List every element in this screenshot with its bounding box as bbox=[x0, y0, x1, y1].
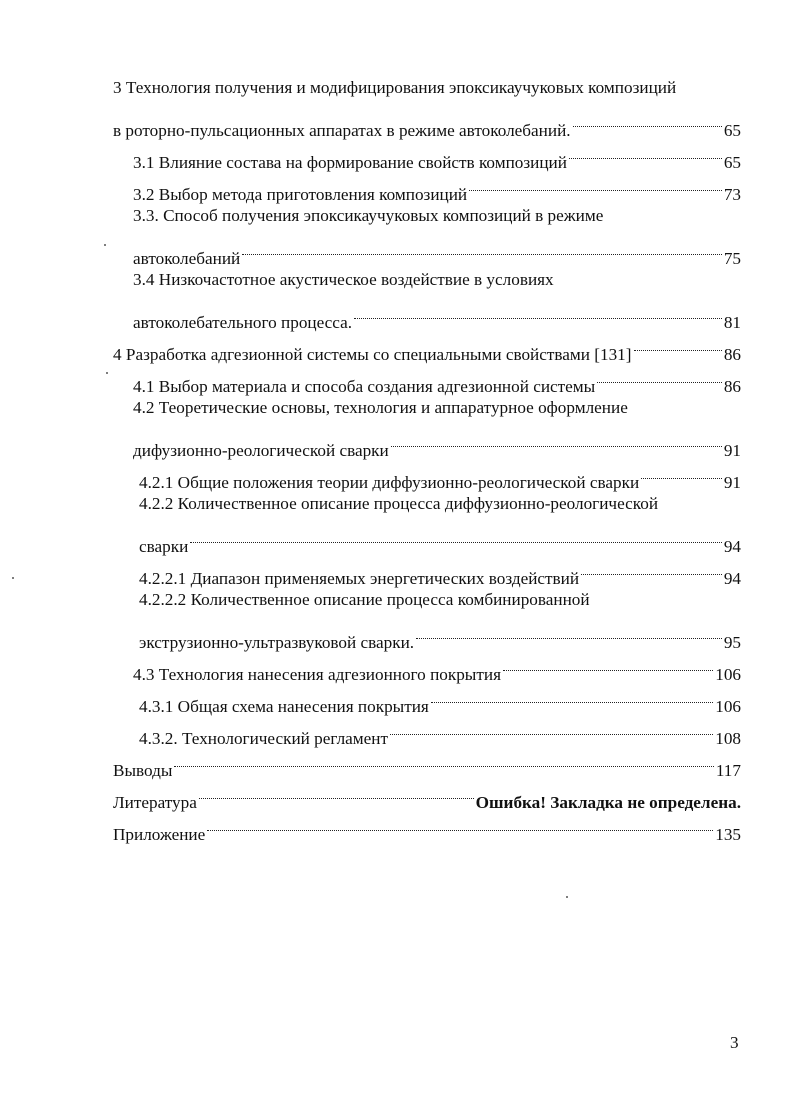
toc-page-number: 95 bbox=[723, 633, 741, 652]
toc-entry-text: 4.3 Технология нанесения адгезионного покрытия bbox=[133, 665, 501, 684]
toc-entry-text: Литература bbox=[113, 793, 197, 812]
toc-page-number: 94 bbox=[723, 537, 741, 556]
toc-entry-text: Приложение bbox=[113, 825, 206, 844]
dot-leader bbox=[503, 648, 713, 680]
toc-page-number: 117 bbox=[715, 761, 741, 780]
dot-leader bbox=[242, 232, 722, 264]
dot-leader bbox=[199, 776, 474, 808]
toc-page-number: 106 bbox=[715, 665, 741, 684]
toc-entry-text: 4.2.2 Количественное описание процесса диффузионно-реологической bbox=[139, 494, 659, 513]
toc-entry-text: 4 Разработка адгезионной системы со специальными свойствами [131] bbox=[113, 345, 632, 364]
dot-leader bbox=[416, 616, 722, 648]
toc-entry-literature[interactable] bbox=[113, 776, 741, 812]
toc-entry-3-3-line1[interactable] bbox=[133, 200, 603, 232]
bookmark-error-text: Ошибка! Закладка не определена. bbox=[475, 793, 741, 812]
toc-page-number: 73 bbox=[723, 185, 741, 204]
toc-entry-text: дифузионно-реологической сварки bbox=[133, 441, 389, 460]
toc-entry-text: 4.2.2.2 Количественное описание процесса комбинированной bbox=[139, 590, 590, 609]
toc-entry-4-3-1[interactable] bbox=[139, 680, 741, 716]
toc-entry-4-2-2-line1[interactable] bbox=[139, 488, 658, 520]
toc-entry-text: 3 Технология получения и модифицирования эпоксикаучуковых композиций bbox=[113, 78, 677, 97]
toc-page-number: 65 bbox=[723, 153, 741, 172]
toc-page-number: 94 bbox=[723, 569, 741, 588]
toc-page-number: 86 bbox=[723, 377, 741, 396]
scan-speck bbox=[104, 244, 106, 246]
dot-leader bbox=[581, 552, 722, 584]
scan-speck bbox=[12, 577, 14, 579]
toc-entry-text: 4.1 Выбор материала и способа создания адгезионной системы bbox=[133, 377, 596, 396]
toc-entry-4-2-line1[interactable] bbox=[133, 392, 628, 424]
toc-entry-text: сварки bbox=[139, 537, 189, 556]
dot-leader bbox=[641, 456, 722, 488]
scan-speck bbox=[566, 896, 568, 898]
toc-page-number: 86 bbox=[723, 345, 741, 364]
toc-entry-text: 4.2.1 Общие положения теории диффузионно-реологической сварки bbox=[139, 473, 640, 492]
toc-entry-4-3[interactable] bbox=[133, 648, 741, 684]
dot-leader bbox=[190, 520, 722, 552]
toc-entry-appendix[interactable] bbox=[113, 808, 741, 844]
toc-entry-3-4[interactable] bbox=[133, 296, 741, 332]
toc-entry-3-4-line1[interactable] bbox=[133, 264, 554, 296]
toc-entry-text: автоколебательного процесса. bbox=[133, 313, 353, 332]
toc-entry-conclusions[interactable] bbox=[113, 744, 741, 780]
dot-leader bbox=[207, 808, 713, 840]
toc-entry-4-2-2[interactable] bbox=[139, 520, 741, 556]
toc-entry-ch3[interactable] bbox=[113, 104, 741, 140]
toc-entry-text: в роторно-пульсационных аппаратах в режиме автоколебаний. bbox=[113, 121, 571, 140]
toc-entry-3-3[interactable] bbox=[133, 232, 741, 268]
toc-entry-text: 4.3.1 Общая схема нанесения покрытия bbox=[139, 697, 429, 716]
dot-leader bbox=[391, 424, 722, 456]
toc-page-number: 108 bbox=[715, 729, 741, 748]
toc-page-number: 91 bbox=[723, 441, 741, 460]
toc-entry-3-2[interactable] bbox=[133, 168, 741, 204]
toc-entry-4-1[interactable] bbox=[133, 360, 741, 396]
toc-page-number: 106 bbox=[715, 697, 741, 716]
toc-entry-text: автоколебаний bbox=[133, 249, 241, 268]
dot-leader bbox=[597, 360, 722, 392]
toc-page-number: 65 bbox=[723, 121, 741, 140]
toc-entry-text: 3.3. Способ получения эпоксикаучуковых композиций в режиме bbox=[133, 206, 604, 225]
toc-entry-4-2-1[interactable] bbox=[139, 456, 741, 492]
toc-entry-4-2[interactable] bbox=[133, 424, 741, 460]
dot-leader bbox=[634, 328, 722, 360]
scan-speck bbox=[106, 372, 108, 374]
toc-entry-4-2-2-2-line1[interactable] bbox=[139, 584, 590, 616]
page-number: 3 bbox=[730, 1033, 739, 1052]
dot-leader bbox=[569, 136, 722, 168]
dot-leader bbox=[431, 680, 713, 712]
dot-leader bbox=[469, 168, 722, 200]
dot-leader bbox=[354, 296, 722, 328]
toc-entry-text: 3.4 Низкочастотное акустическое воздействие в условиях bbox=[133, 270, 554, 289]
toc-entry-4-2-2-1[interactable] bbox=[139, 552, 741, 588]
toc-entry-text: 4.3.2. Технологический регламент bbox=[139, 729, 388, 748]
dot-leader bbox=[573, 104, 722, 136]
toc-entry-ch4[interactable] bbox=[113, 328, 741, 364]
toc-entry-text: 3.1 Влияние состава на формирование свойств композиций bbox=[133, 153, 567, 172]
toc-entry-3-1[interactable] bbox=[133, 136, 741, 172]
toc-entry-text: 4.2.2.1 Диапазон применяемых энергетических воздействий bbox=[139, 569, 580, 588]
toc-entry-text: 3.2 Выбор метода приготовления композиций bbox=[133, 185, 468, 204]
dot-leader bbox=[390, 712, 713, 744]
toc-page-number: 135 bbox=[715, 825, 741, 844]
toc-page-number: 81 bbox=[723, 313, 741, 332]
toc-entry-text: 4.2 Теоретические основы, технология и аппаратурное оформление bbox=[133, 398, 628, 417]
toc-entry-4-3-2[interactable] bbox=[139, 712, 741, 748]
dot-leader bbox=[174, 744, 713, 776]
toc-entry-4-2-2-2[interactable] bbox=[139, 616, 741, 652]
toc-page-number: 91 bbox=[723, 473, 741, 492]
toc-page-number: 75 bbox=[723, 249, 741, 268]
toc-entry-ch3-line1[interactable] bbox=[113, 72, 676, 104]
toc-entry-text: Выводы bbox=[113, 761, 173, 780]
toc-entry-text: экструзионно-ультразвуковой сварки. bbox=[139, 633, 415, 652]
